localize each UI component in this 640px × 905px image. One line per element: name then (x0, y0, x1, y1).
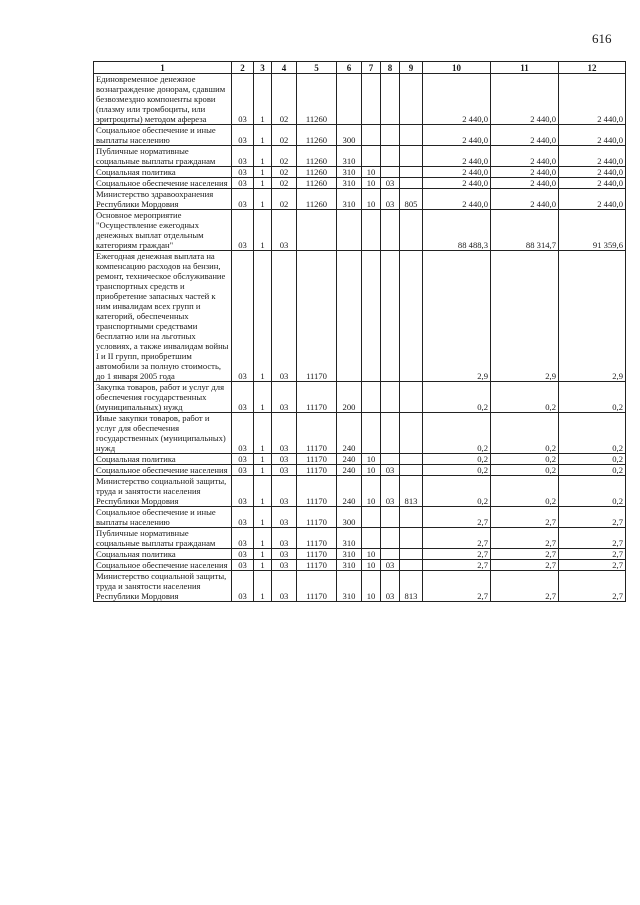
code-cell: 240 (337, 454, 362, 465)
code-cell: 03 (272, 454, 297, 465)
amount-cell: 2,7 (423, 507, 491, 528)
table-row (94, 507, 626, 528)
header-cell: 7 (362, 62, 381, 74)
code-cell: 03 (232, 507, 254, 528)
row-name-cell: Социальное обеспечение и иные выплаты населению (94, 507, 232, 528)
code-cell: 03 (272, 382, 297, 413)
table-row (94, 571, 626, 602)
code-cell: 11170 (297, 571, 337, 602)
code-cell (381, 146, 400, 167)
code-cell (400, 382, 423, 413)
code-cell: 310 (337, 528, 362, 549)
amount-cell: 2,7 (491, 571, 559, 602)
amount-cell: 2 440,0 (559, 74, 626, 125)
code-cell: 03 (232, 74, 254, 125)
code-cell: 310 (337, 178, 362, 189)
amount-cell: 0,2 (491, 413, 559, 454)
code-cell (381, 528, 400, 549)
code-cell: 11170 (297, 251, 337, 382)
code-cell: 03 (272, 210, 297, 251)
code-cell (337, 251, 362, 382)
amount-cell: 2 440,0 (559, 146, 626, 167)
code-cell (400, 465, 423, 476)
code-cell: 03 (232, 528, 254, 549)
code-cell: 03 (232, 167, 254, 178)
header-row (94, 62, 626, 74)
header-cell: 8 (381, 62, 400, 74)
amount-cell: 0,2 (559, 454, 626, 465)
amount-cell: 2,7 (491, 560, 559, 571)
amount-cell: 2 440,0 (491, 167, 559, 178)
table-row (94, 549, 626, 560)
row-name-cell: Ежегодная денежная выплата на компенсацию расходов на бензин, ремонт, техническое обслуживание транспортных средств и приобретение запасных частей к ним инвалидам всех групп и категорий, обеспеченных транспортными средствами бесплатно или на льготных условиях, а также инвалидам войны I и II групп, приобретшим автомобили за полную стоимость, до 1 января 2005 года (94, 251, 232, 382)
header-cell: 5 (297, 62, 337, 74)
amount-cell: 2 440,0 (423, 178, 491, 189)
code-cell: 03 (381, 560, 400, 571)
amount-cell: 2 440,0 (491, 178, 559, 189)
code-cell: 03 (232, 454, 254, 465)
table-row (94, 382, 626, 413)
amount-cell: 2 440,0 (559, 125, 626, 146)
code-cell: 10 (362, 167, 381, 178)
amount-cell: 2 440,0 (423, 125, 491, 146)
amount-cell: 2 440,0 (491, 146, 559, 167)
row-name-cell: Иные закупки товаров, работ и услуг для обеспечения государственных (муниципальных) нужд (94, 413, 232, 454)
code-cell: 03 (272, 251, 297, 382)
row-name-cell: Основное мероприятие "Осуществление ежегодных денежных выплат отдельным категориям граждан" (94, 210, 232, 251)
code-cell: 310 (337, 549, 362, 560)
header-cell: 2 (232, 62, 254, 74)
code-cell: 1 (254, 507, 272, 528)
amount-cell: 0,2 (559, 465, 626, 476)
code-cell: 03 (381, 189, 400, 210)
code-cell (362, 251, 381, 382)
amount-cell: 2 440,0 (423, 167, 491, 178)
code-cell: 10 (362, 178, 381, 189)
code-cell: 1 (254, 465, 272, 476)
code-cell: 1 (254, 413, 272, 454)
code-cell: 240 (337, 476, 362, 507)
code-cell: 11260 (297, 74, 337, 125)
row-name-cell: Публичные нормативные социальные выплаты гражданам (94, 528, 232, 549)
amount-cell: 2,7 (559, 560, 626, 571)
code-cell: 1 (254, 571, 272, 602)
code-cell: 11170 (297, 413, 337, 454)
code-cell (400, 125, 423, 146)
code-cell (362, 210, 381, 251)
code-cell: 03 (232, 178, 254, 189)
code-cell (400, 549, 423, 560)
amount-cell: 2,7 (559, 549, 626, 560)
code-cell (400, 560, 423, 571)
row-name-cell: Социальная политика (94, 167, 232, 178)
code-cell: 02 (272, 178, 297, 189)
code-cell: 1 (254, 549, 272, 560)
row-name-cell: Социальное обеспечение и иные выплаты населению (94, 125, 232, 146)
code-cell: 813 (400, 571, 423, 602)
row-name-cell: Социальное обеспечение населения (94, 560, 232, 571)
amount-cell: 2 440,0 (559, 167, 626, 178)
code-cell: 1 (254, 146, 272, 167)
code-cell: 1 (254, 189, 272, 210)
code-cell (362, 125, 381, 146)
row-name-cell: Публичные нормативные социальные выплаты гражданам (94, 146, 232, 167)
code-cell: 02 (272, 125, 297, 146)
code-cell: 310 (337, 146, 362, 167)
header-cell: 12 (559, 62, 626, 74)
code-cell (381, 210, 400, 251)
table-row (94, 167, 626, 178)
code-cell (381, 413, 400, 454)
code-cell: 310 (337, 189, 362, 210)
row-name-cell: Единовременное денежное вознаграждение донорам, сдавшим безвозмездно компоненты крови (плазму или тромбоциты, или эритроциты) методом афереза (94, 74, 232, 125)
amount-cell: 0,2 (559, 413, 626, 454)
amount-cell: 2,7 (491, 507, 559, 528)
code-cell: 03 (232, 413, 254, 454)
code-cell: 03 (232, 549, 254, 560)
code-cell (381, 549, 400, 560)
code-cell (400, 251, 423, 382)
amount-cell: 2,7 (423, 528, 491, 549)
code-cell: 11170 (297, 507, 337, 528)
code-cell: 03 (381, 178, 400, 189)
code-cell: 11170 (297, 528, 337, 549)
code-cell: 11170 (297, 454, 337, 465)
row-name-cell: Закупка товаров, работ и услуг для обеспечения государственных (муниципальных) нужд (94, 382, 232, 413)
code-cell: 1 (254, 210, 272, 251)
amount-cell: 2,7 (491, 549, 559, 560)
code-cell: 03 (272, 549, 297, 560)
code-cell (400, 146, 423, 167)
code-cell (362, 507, 381, 528)
row-name-cell: Социальная политика (94, 454, 232, 465)
header-cell: 11 (491, 62, 559, 74)
code-cell: 03 (381, 571, 400, 602)
code-cell: 03 (232, 465, 254, 476)
code-cell: 11170 (297, 382, 337, 413)
code-cell (337, 74, 362, 125)
amount-cell: 2,7 (559, 571, 626, 602)
code-cell: 03 (272, 465, 297, 476)
table-row (94, 251, 626, 382)
header-cell: 1 (94, 62, 232, 74)
code-cell: 1 (254, 251, 272, 382)
amount-cell: 2,9 (423, 251, 491, 382)
code-cell (400, 528, 423, 549)
amount-cell: 2,9 (491, 251, 559, 382)
code-cell: 10 (362, 571, 381, 602)
header-cell: 4 (272, 62, 297, 74)
code-cell (381, 454, 400, 465)
code-cell: 02 (272, 74, 297, 125)
code-cell (400, 454, 423, 465)
code-cell (362, 146, 381, 167)
header-cell: 6 (337, 62, 362, 74)
table-row (94, 528, 626, 549)
amount-cell: 2 440,0 (423, 146, 491, 167)
code-cell (400, 74, 423, 125)
amount-cell: 2 440,0 (491, 125, 559, 146)
amount-cell: 2 440,0 (423, 189, 491, 210)
code-cell: 1 (254, 382, 272, 413)
table-row (94, 178, 626, 189)
amount-cell: 0,2 (559, 382, 626, 413)
code-cell: 11260 (297, 146, 337, 167)
amount-cell: 0,2 (491, 476, 559, 507)
page-number: 616 (592, 31, 612, 46)
code-cell: 03 (232, 476, 254, 507)
code-cell: 10 (362, 454, 381, 465)
table-row (94, 210, 626, 251)
code-cell: 03 (272, 560, 297, 571)
row-name-cell: Министерство здравоохранения Республики Мордовия (94, 189, 232, 210)
amount-cell: 2,7 (423, 560, 491, 571)
header-cell: 3 (254, 62, 272, 74)
code-cell (381, 507, 400, 528)
code-cell: 03 (232, 125, 254, 146)
code-cell (400, 210, 423, 251)
code-cell: 03 (272, 571, 297, 602)
code-cell: 10 (362, 549, 381, 560)
code-cell (381, 382, 400, 413)
amount-cell: 91 359,6 (559, 210, 626, 251)
amount-cell: 2,9 (559, 251, 626, 382)
table-row (94, 560, 626, 571)
code-cell: 240 (337, 413, 362, 454)
code-cell: 300 (337, 507, 362, 528)
amount-cell: 0,2 (423, 454, 491, 465)
code-cell: 02 (272, 189, 297, 210)
code-cell (362, 528, 381, 549)
amount-cell: 2,7 (559, 528, 626, 549)
code-cell: 03 (232, 571, 254, 602)
row-name-cell: Социальное обеспечение населения (94, 178, 232, 189)
budget-table (93, 61, 626, 602)
amount-cell: 2,7 (491, 528, 559, 549)
code-cell: 03 (272, 413, 297, 454)
table-row (94, 146, 626, 167)
code-cell: 11260 (297, 178, 337, 189)
code-cell: 10 (362, 476, 381, 507)
code-cell (297, 210, 337, 251)
code-cell: 1 (254, 560, 272, 571)
amount-cell: 2,7 (559, 507, 626, 528)
table-row (94, 465, 626, 476)
code-cell: 03 (232, 146, 254, 167)
table-row (94, 125, 626, 146)
code-cell: 1 (254, 528, 272, 549)
code-cell: 03 (272, 528, 297, 549)
code-cell: 02 (272, 146, 297, 167)
code-cell (381, 167, 400, 178)
code-cell: 1 (254, 74, 272, 125)
row-name-cell: Министерство социальной защиты, труда и занятости населения Республики Мордовия (94, 476, 232, 507)
code-cell: 11170 (297, 560, 337, 571)
code-cell: 11260 (297, 125, 337, 146)
code-cell: 11170 (297, 476, 337, 507)
code-cell (400, 178, 423, 189)
code-cell: 310 (337, 560, 362, 571)
code-cell (362, 74, 381, 125)
code-cell: 10 (362, 560, 381, 571)
code-cell (400, 413, 423, 454)
row-name-cell: Социальное обеспечение населения (94, 465, 232, 476)
code-cell: 03 (232, 251, 254, 382)
amount-cell: 0,2 (423, 382, 491, 413)
code-cell: 11260 (297, 167, 337, 178)
code-cell: 300 (337, 125, 362, 146)
amount-cell: 0,2 (423, 476, 491, 507)
code-cell: 03 (381, 476, 400, 507)
amount-cell: 0,2 (423, 413, 491, 454)
code-cell: 03 (272, 476, 297, 507)
code-cell: 02 (272, 167, 297, 178)
code-cell (337, 210, 362, 251)
table-row (94, 189, 626, 210)
amount-cell: 2 440,0 (491, 74, 559, 125)
header-cell: 9 (400, 62, 423, 74)
code-cell: 310 (337, 571, 362, 602)
code-cell (381, 251, 400, 382)
code-cell: 1 (254, 178, 272, 189)
code-cell: 1 (254, 476, 272, 507)
header-cell: 10 (423, 62, 491, 74)
amount-cell: 0,2 (491, 465, 559, 476)
code-cell: 03 (232, 382, 254, 413)
code-cell: 310 (337, 167, 362, 178)
table-row (94, 454, 626, 465)
code-cell: 03 (232, 560, 254, 571)
code-cell (381, 125, 400, 146)
code-cell: 200 (337, 382, 362, 413)
amount-cell: 2 440,0 (559, 178, 626, 189)
budget-table-body (94, 74, 626, 602)
code-cell: 10 (362, 465, 381, 476)
amount-cell: 2,7 (423, 571, 491, 602)
code-cell: 03 (232, 189, 254, 210)
code-cell: 1 (254, 125, 272, 146)
amount-cell: 2 440,0 (491, 189, 559, 210)
amount-cell: 2 440,0 (559, 189, 626, 210)
table-row (94, 413, 626, 454)
code-cell: 03 (232, 210, 254, 251)
amount-cell: 2 440,0 (423, 74, 491, 125)
amount-cell: 88 314,7 (491, 210, 559, 251)
amount-cell: 2,7 (423, 549, 491, 560)
code-cell: 03 (381, 465, 400, 476)
code-cell (362, 382, 381, 413)
row-name-cell: Министерство социальной защиты, труда и занятости населения Республики Мордовия (94, 571, 232, 602)
code-cell: 1 (254, 167, 272, 178)
code-cell: 11170 (297, 549, 337, 560)
code-cell: 805 (400, 189, 423, 210)
code-cell: 1 (254, 454, 272, 465)
code-cell (400, 507, 423, 528)
table-row (94, 476, 626, 507)
code-cell: 240 (337, 465, 362, 476)
code-cell (362, 413, 381, 454)
amount-cell: 0,2 (491, 382, 559, 413)
amount-cell: 88 488,3 (423, 210, 491, 251)
code-cell: 03 (272, 507, 297, 528)
amount-cell: 0,2 (423, 465, 491, 476)
code-cell: 11260 (297, 189, 337, 210)
code-cell: 10 (362, 189, 381, 210)
row-name-cell: Социальная политика (94, 549, 232, 560)
amount-cell: 0,2 (559, 476, 626, 507)
amount-cell: 0,2 (491, 454, 559, 465)
table-row (94, 74, 626, 125)
code-cell: 813 (400, 476, 423, 507)
code-cell: 11170 (297, 465, 337, 476)
code-cell (400, 167, 423, 178)
code-cell (381, 74, 400, 125)
